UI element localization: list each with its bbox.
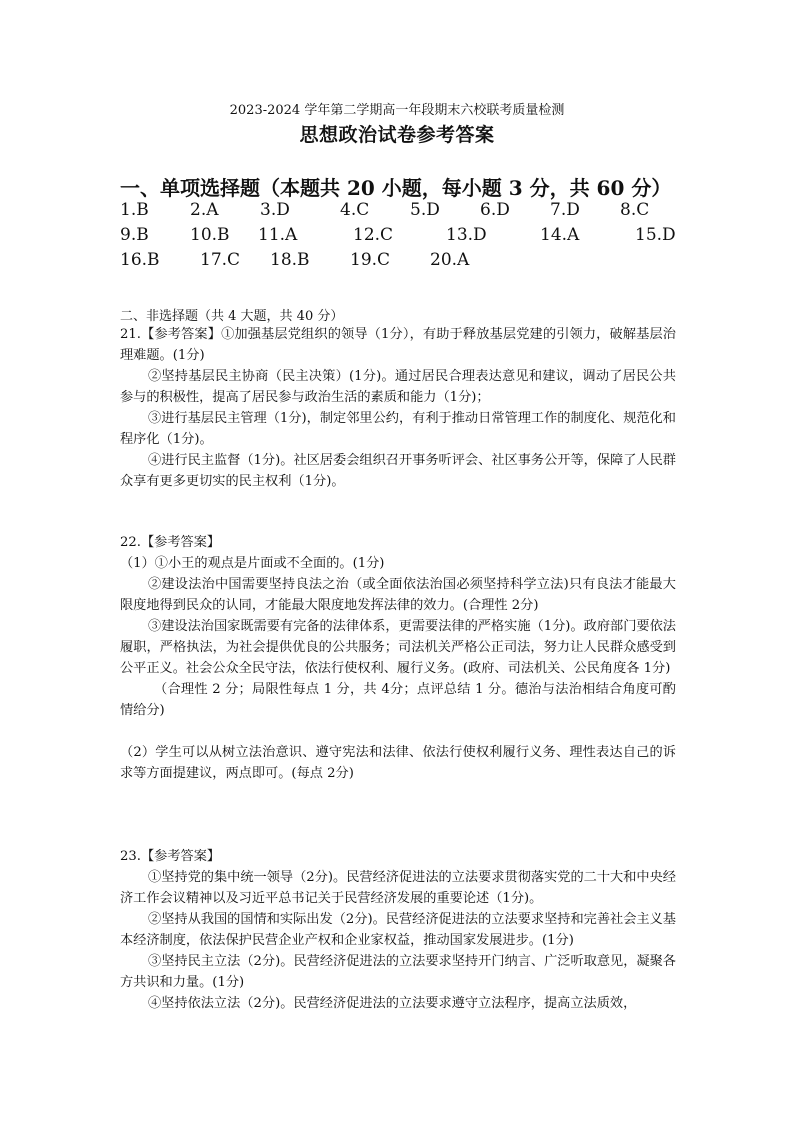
answer-item: 18.B	[270, 250, 310, 270]
q23-point-2: ②坚持从我国的国情和实际出发（2分)。民营经济促进法的立法要求坚持和完善社会主义基本经济制度，依法保护民营企业产权和企业家权益，推动国家发展进步。(1分)	[120, 912, 676, 948]
section1-heading: 一、单项选择题（本题共 20 小题，每小题 3 分，共 60 分）	[120, 176, 672, 200]
answer-item: 20.A	[430, 250, 470, 270]
exam-subtitle: 2023-2024 学年第二学期高一年段期末六校联考质量检测	[229, 103, 565, 118]
q23-label: 23.【参考答案】	[120, 849, 221, 864]
q22-part1-point-1: （1）①小王的观点是片面或不全面的。(1分)	[120, 556, 385, 571]
answer-item: 3.D	[260, 200, 290, 220]
q21-point-3: ③进行基层民主管理（1分)，制定邻里公约，有利于推动日常管理工作的制度化、规范化和程序化（1分)。	[120, 411, 676, 447]
answer-item: 2.A	[190, 200, 219, 220]
q22-part2: （2）学生可以从树立法治意识、遵守宪法和法律、依法行使权利履行义务、理性表达自己的诉求等方面提建议，两点即可。(每点 2分)	[120, 745, 676, 781]
q21-point-1: 21.【参考答案】①加强基层党组织的领导（1分），有助于释放基层党建的引领力，破解基层治理难题。(1分)	[120, 327, 676, 363]
q23-point-3: ③坚持民主立法（2分)。民营经济促进法的立法要求坚持开门纳言、广泛听取意见，凝聚各方共识和力量。(1分)	[120, 954, 676, 990]
answer-item: 1.B	[120, 200, 149, 220]
answer-item: 9.B	[120, 225, 149, 245]
answer-item: 5.D	[410, 200, 440, 220]
answer-item: 4.C	[340, 200, 370, 220]
q23-point-4: ④坚持依法立法（2分)。民营经济促进法的立法要求遵守立法程序，提高立法质效，	[148, 996, 637, 1011]
q21-point-4: ④进行民主监督（1分)。社区居委会组织召开事务听评会、社区事务公开等，保障了人民群众享有更多更切实的民主权利（1分)。	[120, 453, 676, 489]
question-22-answer	[120, 532, 676, 784]
answer-item: 6.D	[480, 200, 510, 220]
answer-item: 11.A	[258, 225, 298, 245]
answer-item: 14.A	[540, 225, 580, 245]
answer-item: 17.C	[200, 250, 241, 270]
answer-item: 10.B	[190, 225, 230, 245]
answer-item: 13.D	[446, 225, 487, 245]
answer-item: 7.D	[550, 200, 580, 220]
page-title: 思想政治试卷参考答案	[299, 124, 495, 146]
answer-item: 15.D	[635, 225, 676, 245]
q22-part1-point-2: ②建设法治中国需要坚持良法之治（或全面依法治国必须坚持科学立法)只有良法才能最大限度地得到民众的认同，才能最大限度地发挥法律的效力。(合理性 2分)	[120, 577, 676, 613]
question-23-answer	[120, 846, 676, 1014]
q22-label: 22.【参考答案】	[120, 535, 221, 550]
q22-scoring-note: （合理性 2 分；局限性每点 1 分，共 4分；点评总结 1 分。德治与法治相结合角度可酌情给分)	[120, 682, 676, 718]
section2-heading: 二、非选择题（共 4 大题，共 40 分）	[120, 309, 344, 324]
q22-part1-point-3: ③建设法治国家既需要有完备的法律体系，更需要法律的严格实施（1分)。政府部门要依法履职，严格执法，为社会提供优良的公共服务；司法机关严格公正司法，努力让人民群众感受到公平正义。社会公众全民守法，依法行使权利、履行义务。(政府、司法机关、公民角度各 1分)	[120, 619, 676, 676]
question-21-answer	[120, 324, 676, 492]
answer-item: 16.B	[120, 250, 160, 270]
q21-point-2: ②坚持基层民主协商（民主决策）(1分)。通过居民合理表达意见和建议，调动了居民公共参与的积极性，提高了居民参与政治生活的素质和能力（1分)；	[120, 369, 676, 405]
answer-item: 19.C	[350, 250, 391, 270]
q23-point-1: ①坚持党的集中统一领导（2分)。民营经济促进法的立法要求贯彻落实党的二十大和中央经济工作会议精神以及习近平总书记关于民营经济发展的重要论述（1分)。	[120, 870, 676, 906]
answer-item: 12.C	[353, 225, 394, 245]
answer-item: 8.C	[620, 200, 650, 220]
